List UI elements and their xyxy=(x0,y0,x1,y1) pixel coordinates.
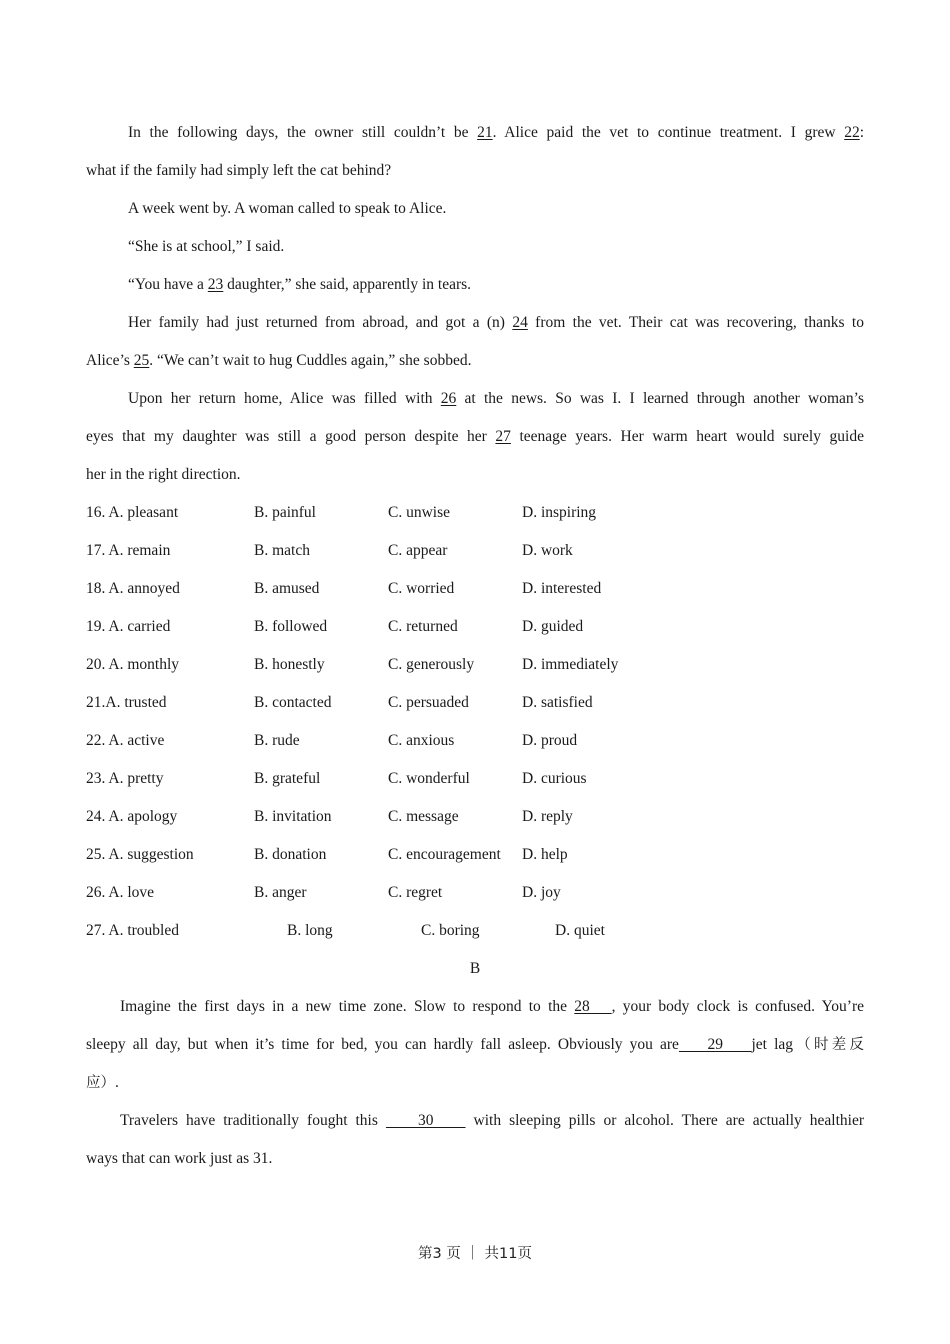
paragraph-line xyxy=(86,266,864,304)
paragraph-line xyxy=(86,1140,864,1178)
option-b: B. contacted xyxy=(254,694,332,711)
page-number: 第3 页 ｜ 共11页 xyxy=(417,1246,532,1262)
text: her in the right direction. xyxy=(86,466,241,483)
paragraph-line xyxy=(86,114,864,152)
text: Alice’s xyxy=(86,352,134,369)
option-a: 18. A. annoyed xyxy=(86,580,180,597)
option-c: C. generously xyxy=(388,656,475,673)
option-d: D. interested xyxy=(522,580,602,597)
option-a: 16. A. pleasant xyxy=(86,504,179,521)
text: , your body clock is confused. You’re xyxy=(611,998,865,1015)
option-a: 22. A. active xyxy=(86,732,165,749)
text: eyes that my daughter was still a good person despite her xyxy=(86,428,496,445)
option-a: 17. A. remain xyxy=(86,542,171,559)
option-a: 19. A. carried xyxy=(86,618,171,635)
option-a: 21.A. trusted xyxy=(86,694,167,711)
question-row xyxy=(86,532,864,570)
option-c: C. message xyxy=(388,808,459,825)
option-d: D. quiet xyxy=(555,922,605,939)
blank-21: 21 xyxy=(477,124,493,141)
text: . “We can’t wait to hug Cuddles again,” she sobbed. xyxy=(149,352,472,369)
question-row xyxy=(86,684,864,722)
text: A week went by. A woman called to speak to Alice. xyxy=(128,200,447,217)
option-b: B. donation xyxy=(254,846,327,863)
document-page xyxy=(86,114,864,1178)
section-heading xyxy=(86,950,864,988)
option-b: B. rude xyxy=(254,732,300,749)
text: at the news. So was I. I learned through another woman’s xyxy=(456,390,865,407)
text: daughter,” she said, apparently in tears. xyxy=(223,276,472,293)
option-a: 26. A. love xyxy=(86,884,155,901)
option-a: 27. A. troubled xyxy=(86,922,179,939)
paragraph-line xyxy=(86,380,864,418)
option-d: D. proud xyxy=(522,732,578,749)
option-c: C. returned xyxy=(388,618,458,635)
option-d: D. joy xyxy=(522,884,561,901)
text: “You have a xyxy=(128,276,208,293)
text: ways that can work just as 31. xyxy=(86,1150,273,1167)
question-row xyxy=(86,646,864,684)
option-a: 20. A. monthly xyxy=(86,656,180,673)
paragraph-line xyxy=(86,1064,864,1102)
option-b: B. honestly xyxy=(254,656,325,673)
option-b: B. anger xyxy=(254,884,307,901)
question-row xyxy=(86,836,864,874)
option-d: D. inspiring xyxy=(522,504,597,521)
blank-23: 23 xyxy=(207,276,224,293)
blank-22: 22 xyxy=(844,124,860,141)
text: In the following days, the owner still couldn’t be xyxy=(128,124,478,141)
paragraph-line xyxy=(86,1102,864,1140)
text: jet lag xyxy=(751,1036,794,1053)
option-a: 23. A. pretty xyxy=(86,770,164,787)
option-d: D. satisfied xyxy=(522,694,593,711)
question-row xyxy=(86,608,864,646)
option-c: C. boring xyxy=(421,922,480,939)
paragraph-line xyxy=(86,304,864,342)
option-c: C. regret xyxy=(388,884,443,901)
option-d: D. reply xyxy=(522,808,573,825)
section-b-heading: B xyxy=(469,960,481,977)
option-d: D. curious xyxy=(522,770,587,787)
blank-25: 25 xyxy=(133,352,150,369)
option-d: D. immediately xyxy=(522,656,619,673)
question-row xyxy=(86,494,864,532)
blank-24: 24 xyxy=(512,314,528,331)
text-cjk: 应） xyxy=(86,1075,115,1091)
text: from the vet. Their cat was recovering, thanks to xyxy=(527,314,864,331)
text: “She is at school,” I said. xyxy=(128,238,285,255)
paragraph-line xyxy=(86,152,864,190)
blank-26: 26 xyxy=(440,390,457,407)
question-row xyxy=(86,570,864,608)
option-b: B. amused xyxy=(254,580,320,597)
option-b: B. long xyxy=(287,922,333,939)
option-c: C. persuaded xyxy=(388,694,469,711)
text: . xyxy=(115,1074,119,1091)
blank-27: 27 xyxy=(495,428,511,445)
text: sleepy all day, but when it’s time for bed, you can hardly fall asleep. Obviously you are xyxy=(86,1036,679,1053)
text: what if the family had simply left the cat behind? xyxy=(86,162,392,179)
text: Imagine the first days in a new time zone. Slow to respond to the xyxy=(120,998,575,1015)
option-a: 24. A. apology xyxy=(86,808,178,825)
blank-30: 30 xyxy=(385,1112,466,1129)
text: with sleeping pills or alcohol. There are actually healthier xyxy=(465,1112,864,1129)
option-c: C. encouragement xyxy=(388,846,501,863)
option-b: B. followed xyxy=(254,618,328,635)
paragraph-line xyxy=(86,418,864,456)
option-c: C. anxious xyxy=(388,732,455,749)
text-cjk: （时差反 xyxy=(793,1037,865,1053)
question-row xyxy=(86,912,864,950)
paragraph-line xyxy=(86,1026,864,1064)
option-d: D. help xyxy=(522,846,568,863)
text: Her family had just returned from abroad, and got a (n) xyxy=(128,314,513,331)
page-footer xyxy=(0,1242,950,1263)
text: Upon her return home, Alice was filled with xyxy=(128,390,441,407)
option-a: 25. A. suggestion xyxy=(86,846,194,863)
option-b: B. grateful xyxy=(254,770,321,787)
option-c: C. appear xyxy=(388,542,448,559)
option-c: C. unwise xyxy=(388,504,450,521)
blank-28: 28 xyxy=(574,998,612,1015)
option-d: D. guided xyxy=(522,618,584,635)
text: Travelers have traditionally fought this xyxy=(120,1112,386,1129)
question-row xyxy=(86,874,864,912)
option-c: C. worried xyxy=(388,580,455,597)
paragraph-line xyxy=(86,988,864,1026)
paragraph-line xyxy=(86,456,864,494)
paragraph-line xyxy=(86,190,864,228)
question-row xyxy=(86,798,864,836)
paragraph-line xyxy=(86,342,864,380)
paragraph-line xyxy=(86,228,864,266)
blank-29: 29 xyxy=(678,1036,752,1053)
option-c: C. wonderful xyxy=(388,770,470,787)
text: . Alice paid the vet to continue treatment. I grew xyxy=(492,124,845,141)
text: : xyxy=(859,124,865,141)
text: teenage years. Her warm heart would surely guide xyxy=(510,428,864,445)
option-d: D. work xyxy=(522,542,573,559)
option-b: B. invitation xyxy=(254,808,332,825)
question-row xyxy=(86,760,864,798)
question-row xyxy=(86,722,864,760)
option-b: B. painful xyxy=(254,504,316,521)
question-options-list xyxy=(86,494,864,950)
option-b: B. match xyxy=(254,542,310,559)
